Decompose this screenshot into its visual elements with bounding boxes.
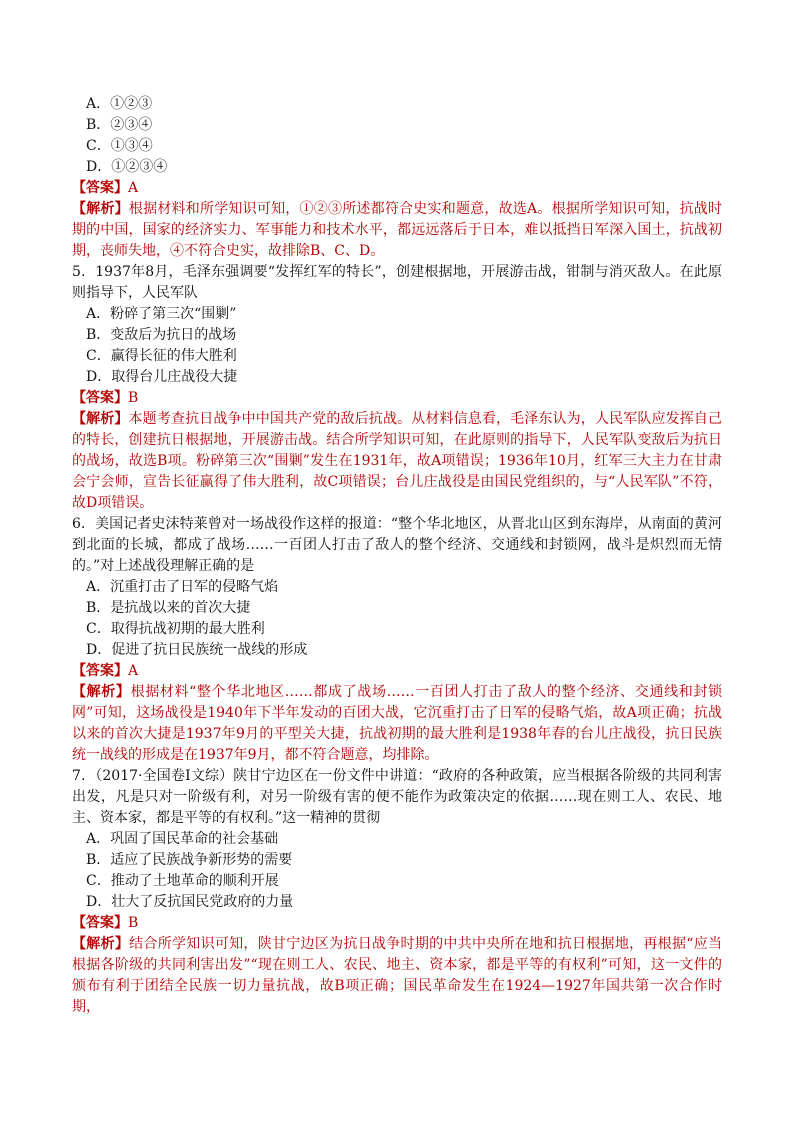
- option-c: C．推动了土地革命的顺利开展: [86, 873, 279, 889]
- option-c: C．赢得长征的伟大胜利: [86, 348, 237, 364]
- question-7: [72, 766, 722, 1018]
- option-a: A．巩固了国民革命的社会基础: [86, 831, 279, 847]
- option-d: D．取得台儿庄战役大捷: [86, 369, 238, 385]
- analysis-text: 根据材料和所学知识可知，: [128, 201, 300, 217]
- answer-tag: 【答案】: [72, 390, 128, 406]
- question-4: [72, 94, 722, 262]
- analysis: [72, 199, 722, 262]
- option-b: B．②③④: [86, 117, 153, 133]
- exam-page: [72, 94, 722, 1018]
- analysis-highlight: ①②③: [299, 201, 343, 217]
- analysis-text: 可知，这场战役是1940年下半年发动的百团大战，它沉重打击了日军的侵略气焰，故A项正确；抗战以来的首次大捷是1937年9月的平型关大捷，抗战初期的最大胜利是1938年春的台儿庄战役，抗日民族统一战线的形成是在1937年9月，都不符合题意，均排除。: [72, 705, 722, 763]
- option-b: B．是抗战以来的首次大捷: [86, 600, 251, 616]
- option-a: A．沉重打击了日军的侵略气焰: [86, 579, 279, 595]
- option-c: C．①③④: [86, 138, 153, 154]
- answer-tag: 【答案】: [72, 180, 128, 196]
- option-b: B．变敌后为抗日的战场: [86, 327, 237, 343]
- answer-line: [72, 913, 722, 934]
- answer-value: A: [128, 180, 139, 196]
- option-d: D．促进了抗日民族统一战线的形成: [86, 642, 308, 658]
- answer-tag: 【答案】: [72, 915, 128, 931]
- analysis-text: 根据材料: [130, 684, 190, 700]
- answer-tag: 【答案】: [72, 663, 128, 679]
- analysis-text: 不符合史实，故排除B、C、D。: [184, 243, 385, 259]
- option-c: C．取得抗战初期的最大胜利: [86, 621, 265, 637]
- question-5: [72, 262, 722, 514]
- analysis-tag: 【解析】: [72, 684, 131, 700]
- answer-value: B: [128, 915, 139, 931]
- option-d: D．壮大了反抗国民党政府的力量: [86, 894, 294, 910]
- answer-line: [72, 178, 722, 199]
- answer-value: B: [128, 390, 139, 406]
- analysis-tag: 【解析】: [72, 411, 129, 427]
- analysis-text: 本题考查抗日战争中中国共产党的敌后抗战。从材料信息看，毛泽东认为，人民军队应发挥自己的特长，创建抗日根据地，开展游击战。结合所学知识可知，在此原则的指导下，人民军队变敌后为抗日的战场，故选B项。粉碎第三次“围剿”发生在1931年，故A项错误；1936年10月，红军三大主力在甘肃会宁会师，宣告长征赢得了伟大胜利，故C项错误；台儿庄战役是由国民党组织的，与“人民军队”不符，故D项错误。: [72, 411, 723, 511]
- analysis-text: 所述都符合史实和题意，故选A。根据所学知识可知，抗战时期的中国，国家的经济实力、军事能力和技术水平，都远远落后于日本，难以抵挡日军深入国土，抗战初期，丧师失地，: [72, 201, 723, 259]
- analysis: [72, 682, 722, 766]
- option-b: B．适应了民族战争新形势的需要: [86, 852, 293, 868]
- analysis: [72, 934, 722, 1018]
- analysis-highlight: “应当根据各阶级的共同利害出发”“现在则工人、农民、地主、资本家，都是平等的有权利”: [72, 936, 722, 973]
- analysis-text: 可知，这一文件的颁布有利于团结全民族一切力量抗战，故B项正确；国民革命发生在1924—1927年国共第一次合作时期，: [72, 957, 722, 1015]
- analysis-highlight: “整个华北地区……都成了战场……一百团人打击了敌人的整个经济、交通线和封锁网”: [72, 684, 723, 721]
- question-stem: 6．美国记者史沫特莱曾对一场战役作这样的报道：“整个华北地区，从晋北山区到东海岸，从南面的黄河到北面的长城，都成了战场……一百团人打击了敌人的整个经济、交通线和封锁网，战斗是炽烈而无情的。”对上述战役理解正确的是: [72, 516, 722, 574]
- analysis-highlight: ④: [170, 243, 184, 259]
- analysis: [72, 409, 722, 514]
- answer-line: [72, 661, 722, 682]
- option-a: A．①②③: [86, 96, 153, 112]
- answer-value: A: [128, 663, 139, 679]
- answer-line: [72, 388, 722, 409]
- analysis-tag: 【解析】: [72, 936, 130, 952]
- analysis-text: 结合所学知识可知，陕甘宁边区为抗日战争时期的中共中央所在地和抗日根据地，再根据: [129, 936, 687, 952]
- question-stem: 7．（2017·全国卷Ⅰ文综）陕甘宁边区在一份文件中讲道：“政府的各种政策，应当根据各阶级的共同利害出发，凡是只对一阶级有利，对另一阶级有害的便不能作为政策决定的依据……现在则工人、农民、地主、资本家，都是平等的有权利。”这一精神的贯彻: [72, 768, 722, 826]
- option-d: D．①②③④: [86, 159, 168, 175]
- analysis-tag: 【解析】: [72, 201, 129, 217]
- question-stem: 5．1937年8月，毛泽东强调要“发挥红军的特长”，创建根据地，开展游击战，钳制与消灭敌人。在此原则指导下，人民军队: [72, 264, 722, 301]
- option-a: A．粉碎了第三次“围剿”: [86, 306, 237, 322]
- question-6: [72, 514, 722, 766]
